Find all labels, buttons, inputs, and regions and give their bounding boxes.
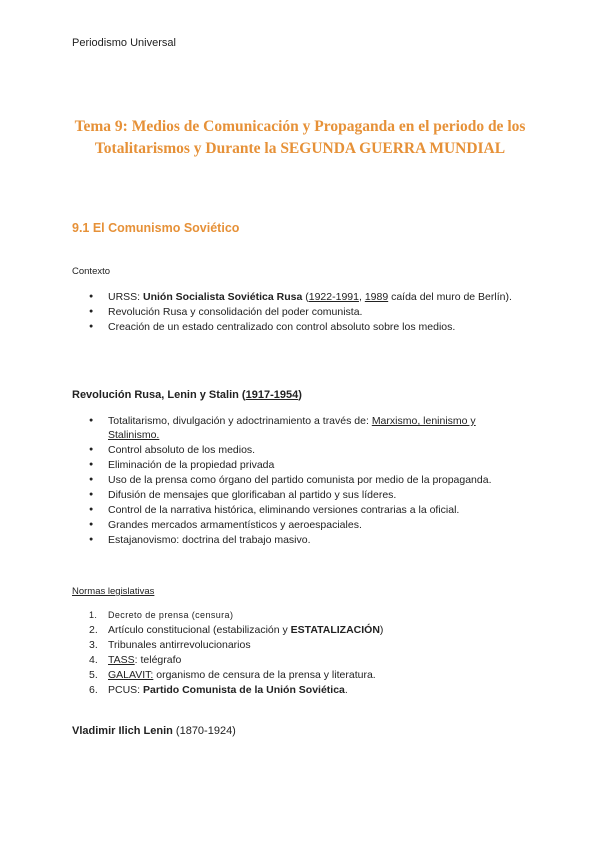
list-item	[72, 290, 512, 304]
item-number: 2.	[89, 624, 98, 636]
list-item: ● Difusión de mensajes que glorificaban al partido y sus líderes.	[72, 488, 512, 502]
list-item	[72, 608, 512, 623]
item-bold: Unión Socialista Soviética Rusa	[143, 291, 303, 303]
list-item: ● Control absoluto de los medios.	[72, 443, 512, 457]
item-number: 3.	[89, 639, 98, 651]
item-text: Tribunales antirrevolucionarios	[108, 639, 251, 651]
list-item: ● Estajanovismo: doctrina del trabajo masivo.	[72, 533, 512, 547]
list-item: ● Creación de un estado centralizado con control absoluto sobre los medios.	[72, 320, 512, 334]
item-number: 4.	[89, 654, 98, 666]
list-item	[72, 668, 512, 683]
block-title-text: )	[298, 389, 302, 401]
contexto-list	[72, 290, 512, 334]
item-text: (	[302, 291, 309, 303]
lenin-years: (1870-1924)	[172, 725, 236, 737]
revolucion-list	[72, 414, 512, 547]
contexto-label: Contexto	[72, 266, 111, 277]
list-item	[72, 623, 512, 638]
item-text: organismo de censura de la prensa y literatura.	[153, 669, 376, 681]
block-title-years: 1917-1954	[245, 389, 299, 401]
list-item	[72, 683, 512, 698]
item-underlined: TASS	[108, 654, 135, 666]
list-item	[72, 653, 512, 668]
item-text: Totalitarismo, divulgación y adoctrinamiento a través de:	[108, 415, 372, 427]
page-header: Periodismo Universal	[72, 37, 176, 49]
item-text: .	[344, 684, 348, 696]
item-text: Artículo constitucional (estabilización y	[108, 624, 291, 636]
item-underlined: GALAVIT:	[108, 669, 154, 681]
item-number: 5.	[89, 669, 98, 681]
lenin-heading	[72, 725, 236, 737]
revolucion-title	[72, 389, 302, 401]
item-number: 6.	[89, 684, 98, 696]
list-item: ● Revolución Rusa y consolidación del poder comunista.	[72, 305, 512, 319]
item-text: ,	[358, 291, 365, 303]
list-item: ● Control de la narrativa histórica, eliminando versiones contrarias a la oficial.	[72, 503, 512, 517]
list-item: ● Grandes mercados armamentísticos y aeroespaciales.	[72, 518, 512, 532]
block-title-text: Revolución Rusa, Lenin y Stalin	[72, 389, 239, 401]
block-title-text: (	[238, 389, 246, 401]
item-number: 1.	[89, 610, 98, 620]
normas-list	[72, 608, 512, 698]
normas-label: Normas legislativas	[72, 586, 155, 597]
list-item: ● Eliminación de la propiedad privada	[72, 458, 512, 472]
item-text: caída del muro de Berlín).	[388, 291, 512, 303]
list-item	[72, 638, 512, 653]
item-text: )	[379, 624, 384, 636]
document-title: Tema 9: Medios de Comunicación y Propaganda en el periodo de los Totalitarismos y Durante la SEGUNDA GUERRA MUNDIAL	[74, 118, 526, 157]
list-item	[72, 414, 512, 442]
item-bold: ESTATALIZACIÓN	[290, 624, 380, 636]
section-heading: 9.1 El Comunismo Soviético	[72, 221, 240, 235]
item-bold: Partido Comunista de la Unión Soviética	[143, 684, 345, 696]
item-text: PCUS:	[108, 684, 144, 696]
item-text: URSS:	[108, 291, 144, 303]
year-link: 1922-1991	[308, 291, 359, 303]
item-text: : telégrafo	[134, 654, 182, 666]
year-link: 1989	[364, 291, 389, 303]
list-item: ● Uso de la prensa como órgano del partido comunista por medio de la propaganda.	[72, 473, 512, 487]
lenin-name: Vladimir Ilich Lenin	[72, 725, 173, 737]
item-underlined: Marxismo, leninismo y Stalinismo.	[108, 415, 476, 441]
item-text: Decreto de prensa (censura)	[108, 610, 234, 620]
